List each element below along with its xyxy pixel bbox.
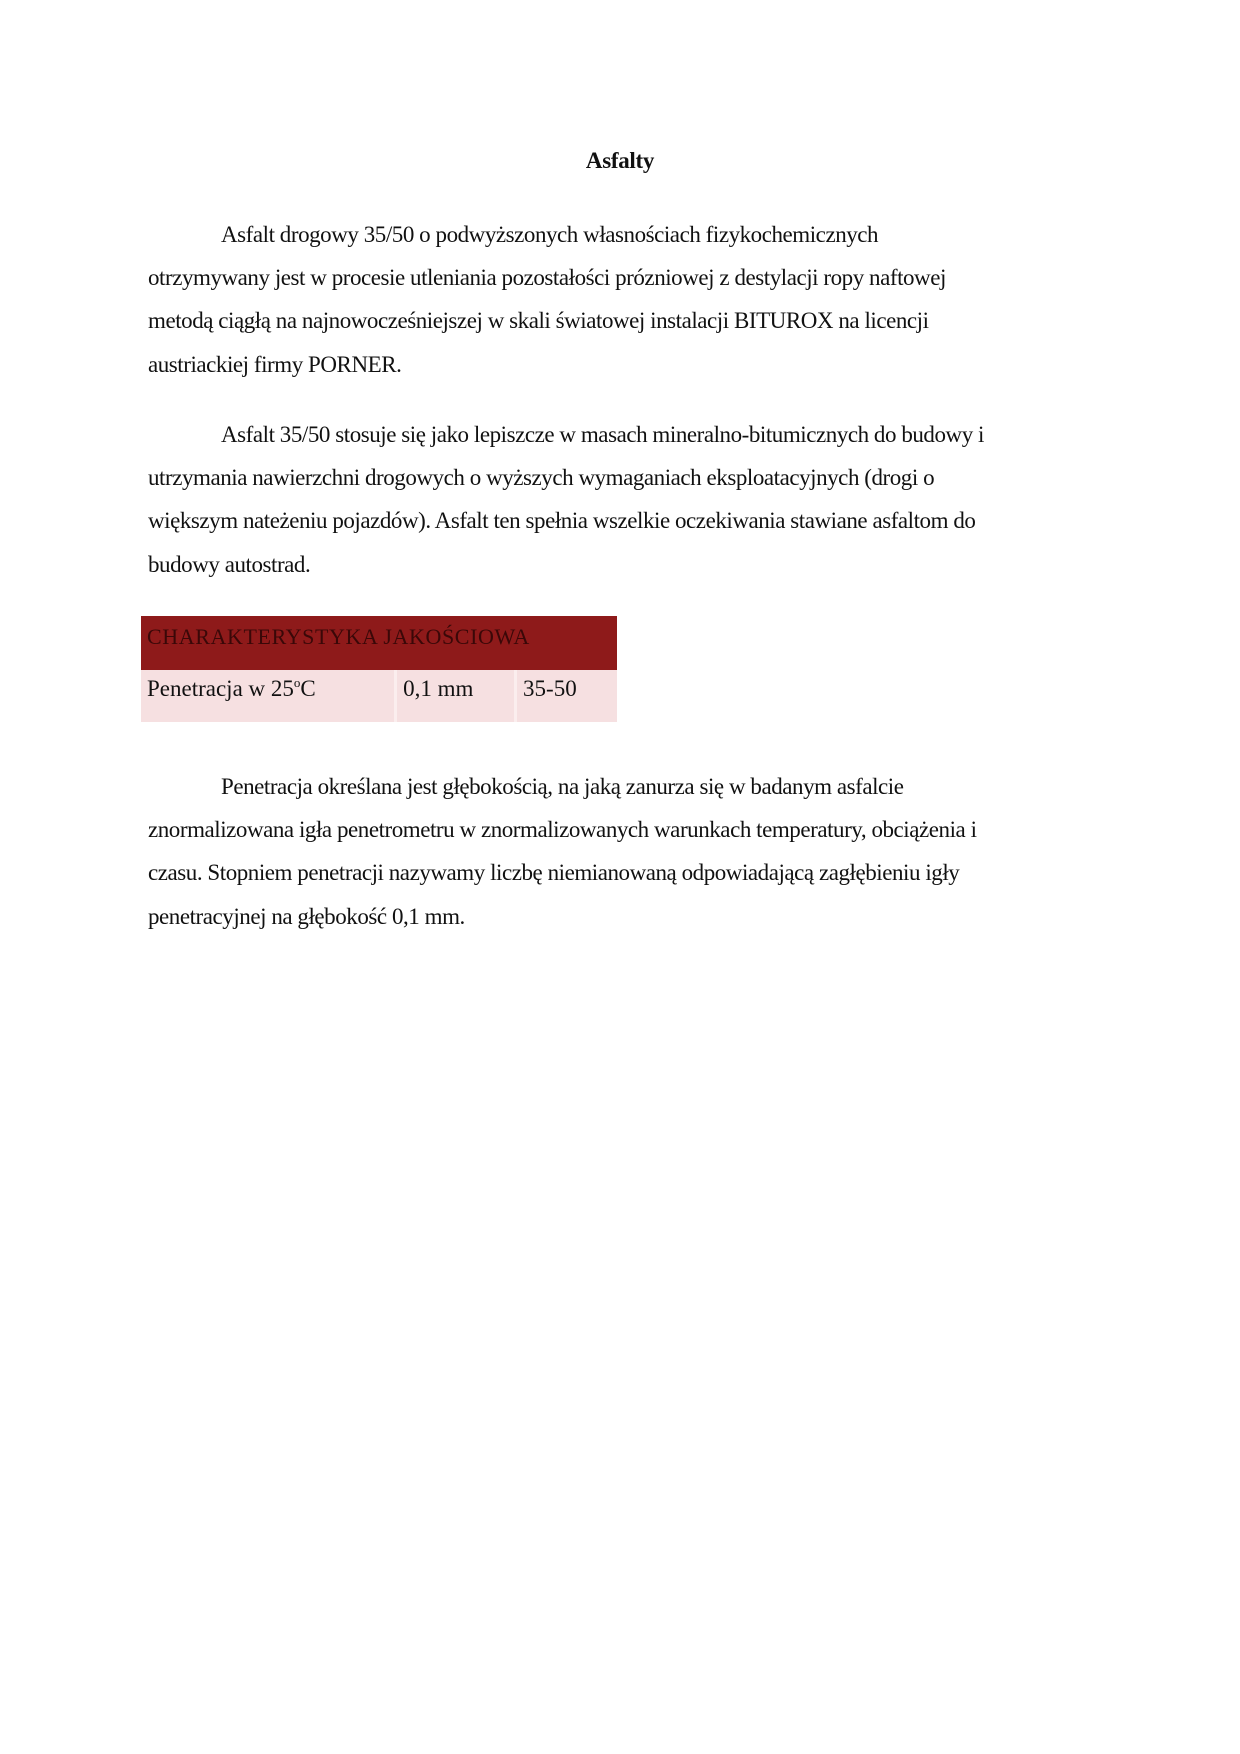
paragraph-line: penetracyjnej na głębokość 0,1 mm.	[148, 903, 465, 929]
table-row	[141, 670, 617, 722]
table-header-cell: CHARAKTERYSTYKA JAKOŚCIOWA	[147, 624, 530, 649]
paragraph-line: znormalizowana igła penetrometru w znormalizowanych warunkach temperatury, obciążenia i	[148, 817, 977, 843]
paragraph-line: Asfalt 35/50 stosuje się jako lepiszcze w masach mineralno-bitumicznych do budowy i	[221, 422, 984, 447]
unit-cell: 0,1 mm	[396, 670, 516, 722]
property-cell	[141, 670, 396, 722]
quality-characteristics-table	[141, 616, 617, 722]
paragraph-line: metodą ciągłą na najnowocześniejszej w skali światowej instalacji BITUROX na licencji	[148, 308, 929, 334]
paragraph-asphalt-usage	[148, 413, 1098, 586]
degree-superscript: o	[293, 675, 301, 690]
paragraph-line: utrzymania nawierzchni drogowych o wyższych wymaganiach eksploatacyjnych (drogi o	[148, 465, 935, 491]
table-header-row	[141, 616, 617, 670]
paragraph-penetration-definition	[148, 765, 1098, 938]
paragraph-line: otrzymywany jest w procesie utleniania pozostałości prózniowej z destylacji ropy naftowej	[148, 265, 946, 291]
property-unit-suffix: C	[300, 676, 316, 701]
paragraph-line: Penetracja określana jest głębokością, na jaką zanurza się w badanym asfalcie	[221, 774, 904, 799]
paragraph-line: czasu. Stopniem penetracji nazywamy liczbę niemianowaną odpowiadającą zagłębieniu igły	[148, 860, 960, 886]
paragraph-line: Asfalt drogowy 35/50 o podwyższonych własnościach fizykochemicznych	[221, 222, 879, 247]
paragraph-line: większym nateżeniu pojazdów). Asfalt ten spełnia wszelkie oczekiwania stawiane asfaltom do	[148, 508, 976, 534]
document-title: Asfalty	[585, 148, 655, 173]
property-label: Penetracja w 25	[147, 676, 294, 701]
paragraph-line: budowy autostrad.	[148, 551, 311, 577]
paragraph-asphalt-production	[148, 213, 1098, 386]
value-cell: 35-50	[516, 670, 617, 722]
paragraph-line: austriackiej firmy PORNER.	[148, 351, 402, 377]
